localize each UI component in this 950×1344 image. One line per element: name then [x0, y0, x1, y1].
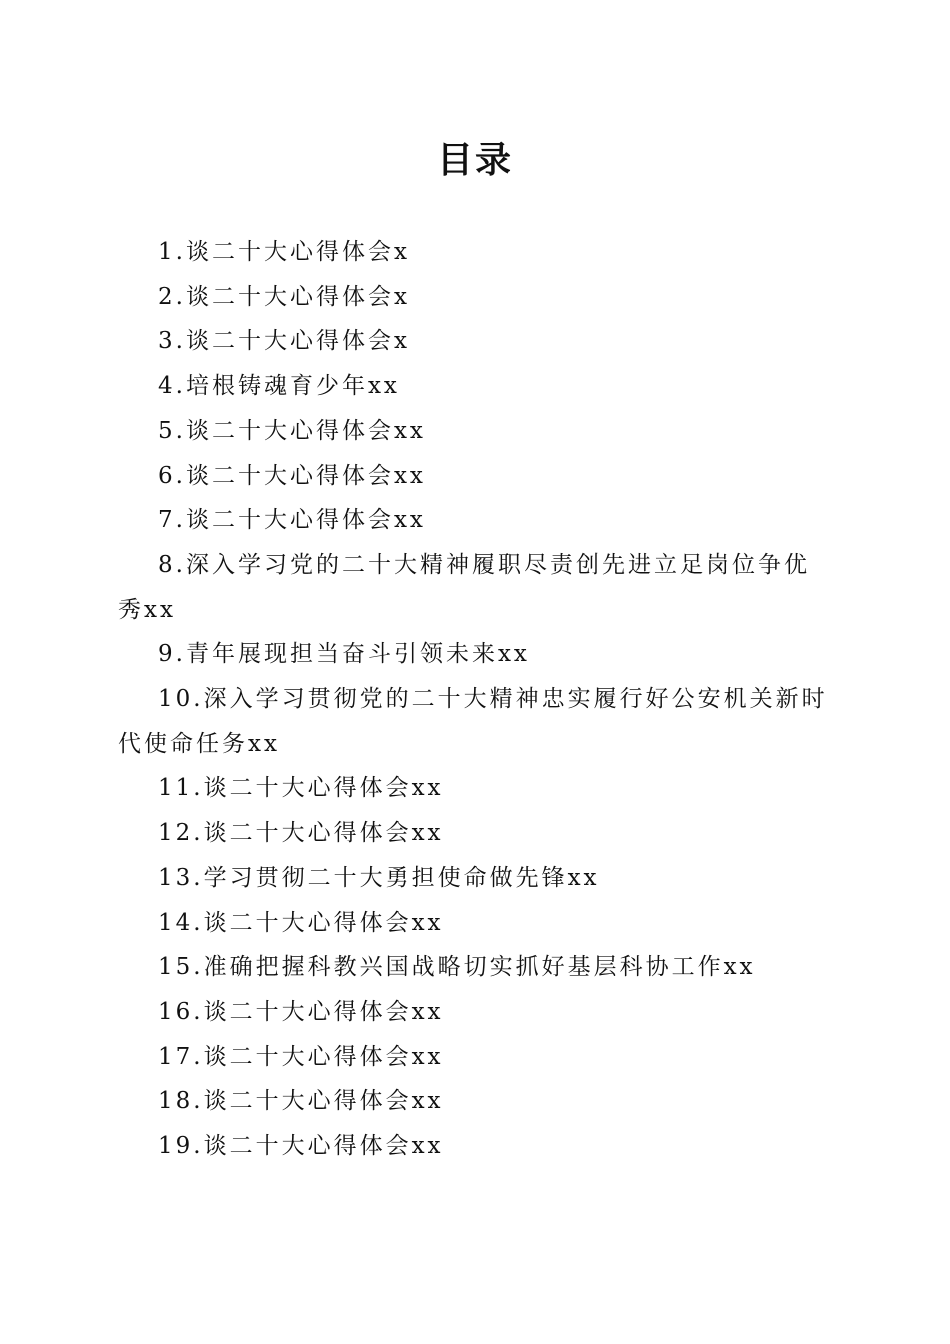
toc-entry[interactable]: 5.谈二十大心得体会xx — [158, 417, 426, 444]
toc-entry[interactable]: 8.深入学习党的二十大精神履职尽责创先进立足岗位争优秀xx — [118, 551, 810, 623]
toc-entry[interactable]: 18.谈二十大心得体会xx — [158, 1088, 444, 1115]
toc-entry[interactable]: 2.谈二十大心得体会x — [158, 283, 410, 310]
toc-entry[interactable]: 1.谈二十大心得体会x — [158, 239, 410, 265]
toc-entry[interactable]: 10.深入学习贯彻党的二十大精神忠实履行好公安机关新时代使命任务xx — [118, 686, 828, 757]
toc-entry[interactable]: 14.谈二十大心得体会xx — [158, 909, 444, 936]
page-title: 目录 — [436, 139, 513, 181]
toc-list — [118, 230, 834, 1169]
toc-entry[interactable]: 17.谈二十大心得体会xx — [158, 1043, 444, 1070]
toc-entry[interactable]: 16.谈二十大心得体会xx — [158, 998, 444, 1025]
toc-entry[interactable]: 19.谈二十大心得体会xx — [158, 1133, 444, 1160]
toc-entry[interactable]: 11.谈二十大心得体会xx — [158, 775, 444, 802]
toc-entry[interactable]: 13.学习贯彻二十大勇担使命做先锋xx — [158, 864, 600, 891]
toc-entry[interactable]: 3.谈二十大心得体会x — [158, 328, 410, 355]
toc-entry[interactable]: 9.青年展现担当奋斗引领未来xx — [158, 641, 530, 668]
toc-entry[interactable]: 6.谈二十大心得体会xx — [158, 462, 426, 489]
toc-entry[interactable]: 15.准确把握科教兴国战略切实抓好基层科协工作xx — [158, 954, 756, 981]
toc-entry[interactable]: 4.培根铸魂育少年xx — [158, 373, 400, 400]
toc-entry[interactable]: 7.谈二十大心得体会xx — [158, 507, 426, 534]
toc-entry[interactable]: 12.谈二十大心得体会xx — [158, 820, 444, 847]
